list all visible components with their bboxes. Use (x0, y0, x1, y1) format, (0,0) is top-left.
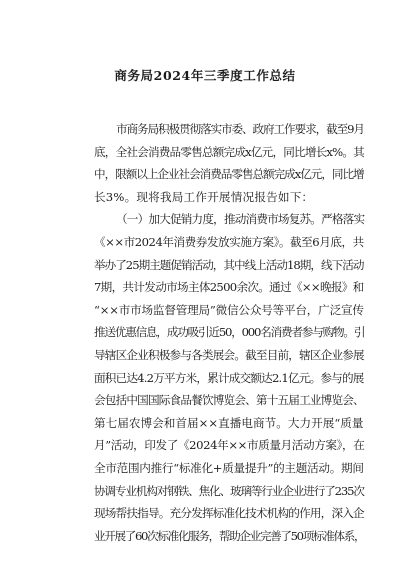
body-line: 现场帮扶指导。充分发挥标准化技术机构的作用，深入企 (94, 506, 364, 521)
body-line: “××市市场监督管理局”微信公众号等平台，广泛宣传 (94, 302, 364, 317)
body-line: 推送优惠信息，成功吸引近50，000名消费者参与购物。引 (94, 325, 365, 340)
body-line: 面积已达4.2万平方米，累计成交额达2.1亿元。参与的展 (94, 370, 364, 385)
body-line: 会包括中国国际食品餐饮博览会、第十五届工业博览会、 (94, 393, 364, 408)
body-line: 导辖区企业积极参与各类展会。截至目前，辖区企业参展 (94, 347, 364, 362)
body-line: 第七届农博会和首届××直播电商节。大力开展“质量 (94, 415, 364, 430)
document-title: 商务局2024年三季度工作总结 (114, 68, 296, 83)
body-line: 中，限额以上企业社会消费品零售总额完成x亿元，同比增 (94, 167, 364, 182)
body-line: 7期，共计发动市场主体2500余次。通过《××晚报》和 (94, 280, 364, 295)
body-line: 市商务局积极贯彻落实市委、政府工作要求，截至9月 (116, 122, 364, 136)
body-line: 协调专业机构对钢铁、焦化、玻璃等行业企业进行了235次 (94, 483, 364, 498)
body-line: 底，全社会消费品零售总额完成x亿元，同比增长x%。其 (94, 144, 364, 159)
body-line: 长3%。现将我局工作开展情况报告如下： (94, 189, 314, 204)
body-line: 业开展了60次标准化服务，帮助企业完善了50项标准体系， (94, 528, 365, 543)
body-line: （一）加大促销力度，推动消费市场复苏。严格落实 (116, 212, 365, 227)
body-line: 《××市2024年消费券发放实施方案》。截至6月底，共 (94, 234, 364, 249)
body-line: 举办了25期主题促销活动，其中线上活动18期，线下活动 (94, 257, 364, 272)
document-body (94, 118, 364, 547)
body-line: 月”活动，印发了《2024年××市质量月活动方案》，在 (94, 438, 365, 453)
body-line: 全市范围内推行“标准化+质量提升”的主题活动。期间 (94, 460, 364, 475)
